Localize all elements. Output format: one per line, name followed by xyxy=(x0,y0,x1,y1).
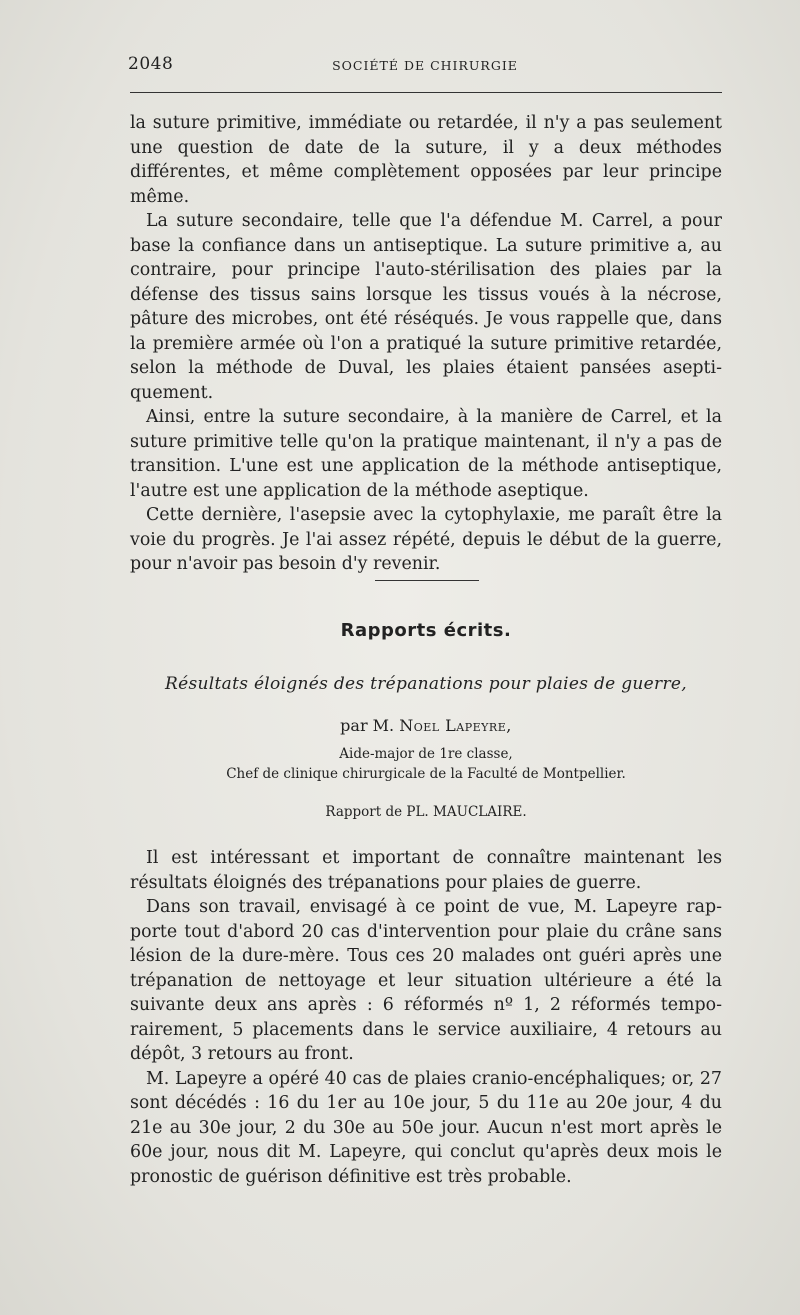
report-by: Rapport de PL. MAUCLAIRE. xyxy=(325,804,527,820)
author-prefix: par M. xyxy=(340,716,395,735)
running-title: SOCIÉTÉ DE CHIRURGIE xyxy=(332,58,518,73)
section-title: Rapports écrits. xyxy=(340,620,512,641)
paragraph: M. Lapeyre a opéré 40 cas de plaies cranio-encéphaliques; or, 27 sont décédés : 16 du 1er au 10e jour, 5 du 11e au 20e jour, 4 du 21e au 30e jour, 2 du 30e au 50e jour. Aucun n'est mort après le 60e jour, nous dit M. Lapeyre, qui conclut qu'après deux mois le pronostic de guérison définitive est très probable. xyxy=(130,1068,722,1187)
page-header xyxy=(128,54,722,78)
header-rule xyxy=(130,92,722,93)
paragraph: Dans son travail, envisagé à ce point de vue, M. Lapeyre rapporte tout d'abord 20 cas d'intervention pour plaie du crâne sans lésion de la dure-mère. Tous ces 20 malades ont guéri après une trépanation de nettoyage et leur situation ultérieure a été la suivante deux ans après : 6 réformés nº 1, 2 réformés temporairement, 5 placements dans le service auxiliaire, 4 retours au dépôt, 3 retours au front. xyxy=(130,897,722,1064)
article-title: Résultats éloignés des trépanations pour plaies de guerre, xyxy=(165,674,687,694)
paragraph: Ainsi, entre la suture secondaire, à la manière de Carrel, et la suture primitive telle qu'on la pratique maintenant, il n'y a pas de transition. L'une est une application de la méthode antiseptique, l'autre est une application de la méthode aseptique. xyxy=(130,407,722,501)
section-separator xyxy=(375,580,479,581)
author-name: Noel Lapeyre, xyxy=(399,716,512,735)
author-line xyxy=(130,716,722,735)
paragraph: Il est intéressant et important de connaître maintenant les résultats éloignés des trépanations pour plaies de guerre. xyxy=(130,848,722,893)
body-text-bottom xyxy=(130,846,722,1189)
author-affiliation: Aide-major de 1re classe, xyxy=(339,746,513,762)
paragraph: La suture secondaire, telle que l'a défendue M. Carrel, a pour base la confiance dans un antiseptique. La suture primitive a, au contraire, pour principe l'auto-stérilisation des plaies par la défense des tissus sains lorsque les tissus voués à la nécrose, pâture des microbes, ont été réséqués. Je vous rappelle que, dans la première armée où l'on a pratiqué la suture primitive retardée, selon la méthode de Duval, les plaies étaient pansées aseptiquement. xyxy=(130,211,722,403)
page-number: 2048 xyxy=(128,54,174,74)
author-affiliation: Chef de clinique chirurgicale de la Faculté de Montpellier. xyxy=(226,766,626,782)
body-text-top xyxy=(130,111,722,577)
paragraph: Cette dernière, l'asepsie avec la cytophylaxie, me paraît être la voie du progrès. Je l'ai assez répété, depuis le début de la guerre, pour n'avoir pas besoin d'y revenir. xyxy=(130,505,722,574)
paragraph: la suture primitive, immédiate ou retardée, il n'y a pas seulement une question de date de la suture, il y a deux méthodes différentes, et même complètement opposées par leur principe même. xyxy=(130,113,722,207)
